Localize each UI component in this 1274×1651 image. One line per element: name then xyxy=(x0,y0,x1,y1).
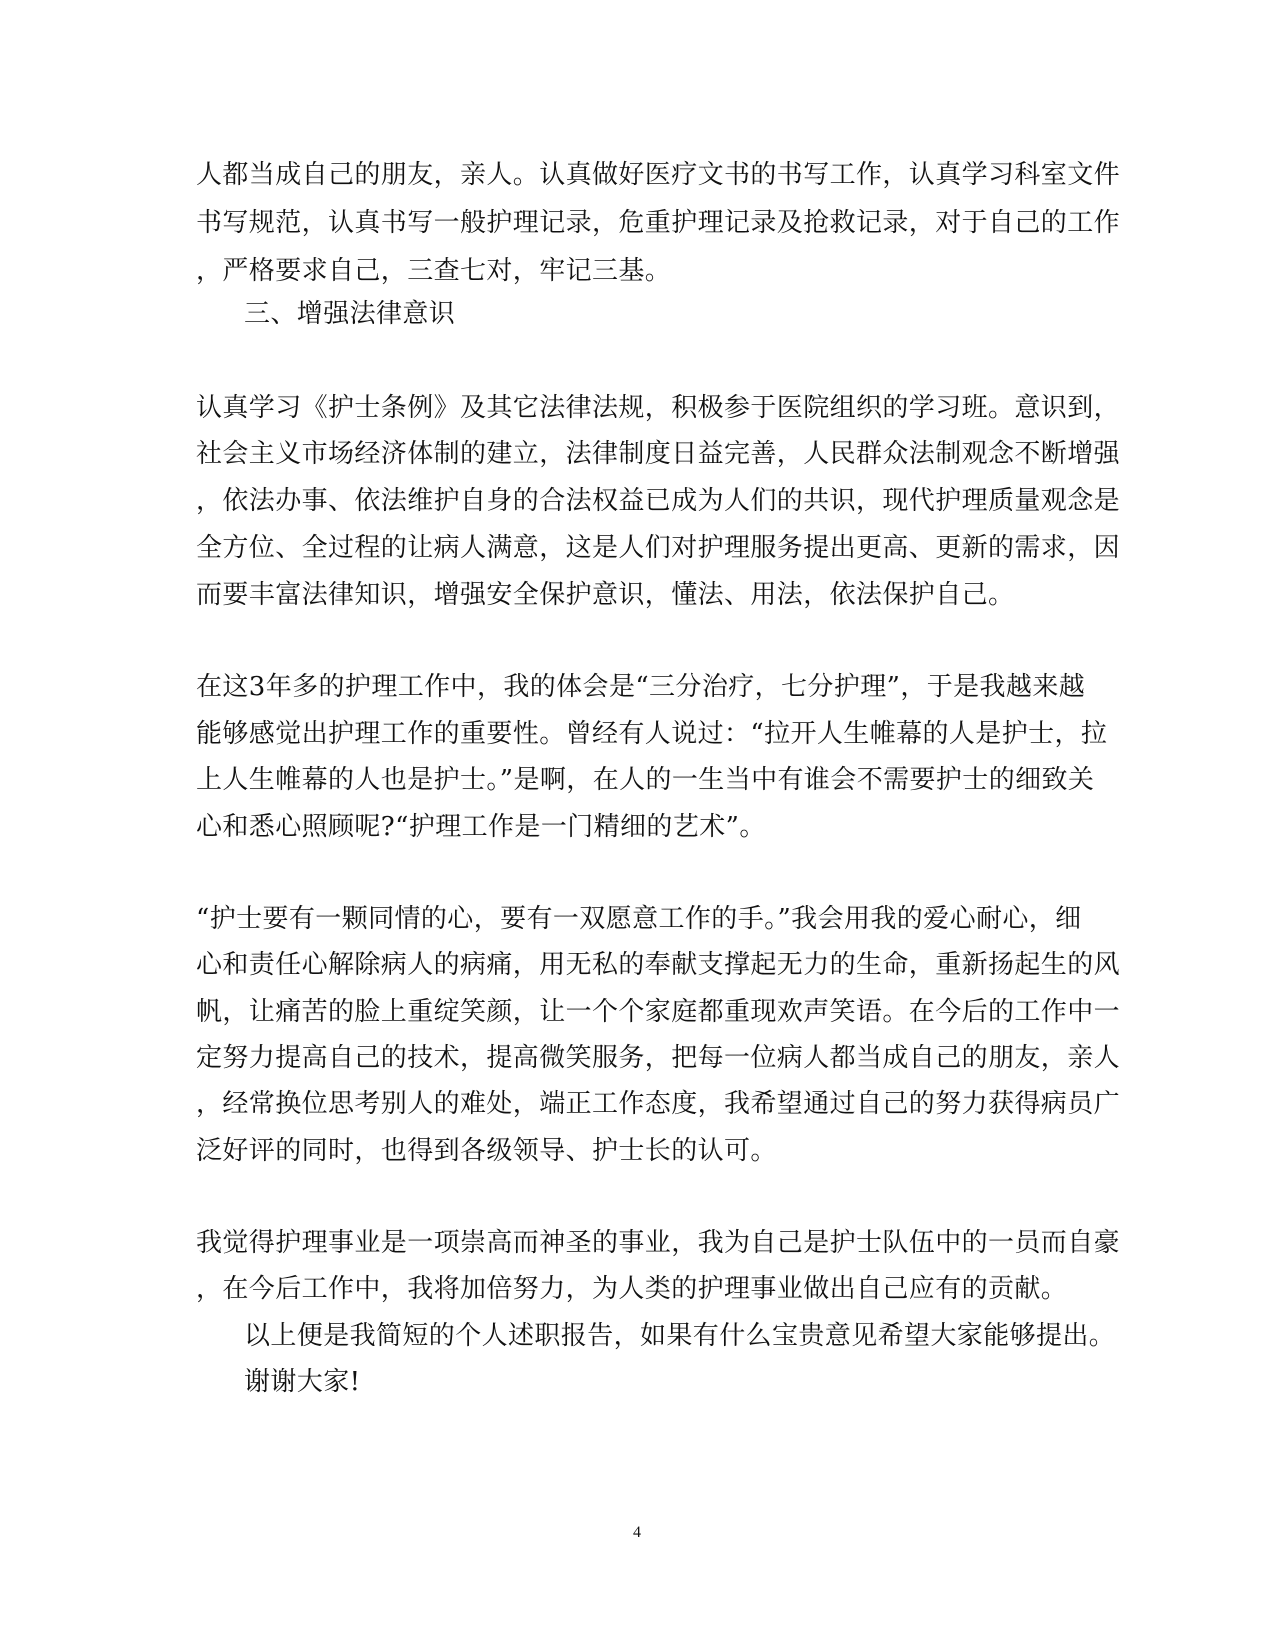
text-line: 全方位、全过程的让病人满意，这是人们对护理服务提出更高、更新的需求，因 xyxy=(196,533,1121,563)
text-line: 帆，让痛苦的脸上重绽笑颜，让一个个家庭都重现欢声笑语。在今后的工作中一 xyxy=(196,997,1121,1027)
text-line: “护士要有一颗同情的心，要有一双愿意工作的手。”我会用我的爱心耐心，细 xyxy=(196,904,1082,934)
text-line: 认真学习《护士条例》及其它法律法规，积极参于医院组织的学习班。意识到， xyxy=(196,393,1121,423)
section-heading: 三、增强法律意识 xyxy=(244,299,456,329)
text-line: ，经常换位思考别人的难处，端正工作态度，我希望通过自己的努力获得病员广 xyxy=(196,1089,1121,1119)
text-line: 我觉得护理事业是一项崇高而神圣的事业，我为自己是护士队伍中的一员而自豪 xyxy=(196,1228,1121,1258)
text-line: 而要丰富法律知识，增强安全保护意识，懂法、用法，依法保护自己。 xyxy=(196,580,1015,610)
text-line: 能够感觉出护理工作的重要性。曾经有人说过：“拉开人生帷幕的人是护士，拉 xyxy=(196,719,1108,749)
text-line: ，在今后工作中，我将加倍努力，为人类的护理事业做出自己应有的贡献。 xyxy=(196,1274,1068,1304)
text-line: ，依法办事、依法维护自身的合法权益已成为人们的共识，现代护理质量观念是 xyxy=(196,486,1121,516)
text-line: 泛好评的同时，也得到各级领导、护士长的认可。 xyxy=(196,1136,777,1166)
text-line: 定努力提高自己的技术，提高微笑服务，把每一位病人都当成自己的朋友，亲人 xyxy=(196,1043,1121,1073)
text-line: 书写规范，认真书写一般护理记录，危重护理记录及抢救记录，对于自己的工作 xyxy=(196,208,1121,238)
text-line: ，严格要求自己，三查七对，牢记三基。 xyxy=(196,256,672,286)
text-line: 上人生帷幕的人也是护士。”是啊，在人的一生当中有谁会不需要护士的细致关 xyxy=(196,765,1095,795)
text-line: 社会主义市场经济体制的建立，法律制度日益完善，人民群众法制观念不断增强 xyxy=(196,439,1121,469)
page-number: 4 xyxy=(633,1524,641,1541)
text-line: 心和悉心照顾呢?“护理工作是一门精细的艺术”。 xyxy=(196,812,766,842)
closing-line: 谢谢大家! xyxy=(244,1367,361,1397)
text-line: 人都当成自己的朋友，亲人。认真做好医疗文书的书写工作，认真学习科室文件 xyxy=(196,160,1121,190)
text-line: 以上便是我简短的个人述职报告，如果有什么宝贵意见希望大家能够提出。 xyxy=(244,1321,1116,1351)
text-line: 心和责任心解除病人的病痛，用无私的奉献支撑起无力的生命，重新扬起生的风 xyxy=(196,950,1121,980)
text-line: 在这3年多的护理工作中，我的体会是“三分治疗，七分护理”，于是我越来越 xyxy=(196,672,1086,702)
